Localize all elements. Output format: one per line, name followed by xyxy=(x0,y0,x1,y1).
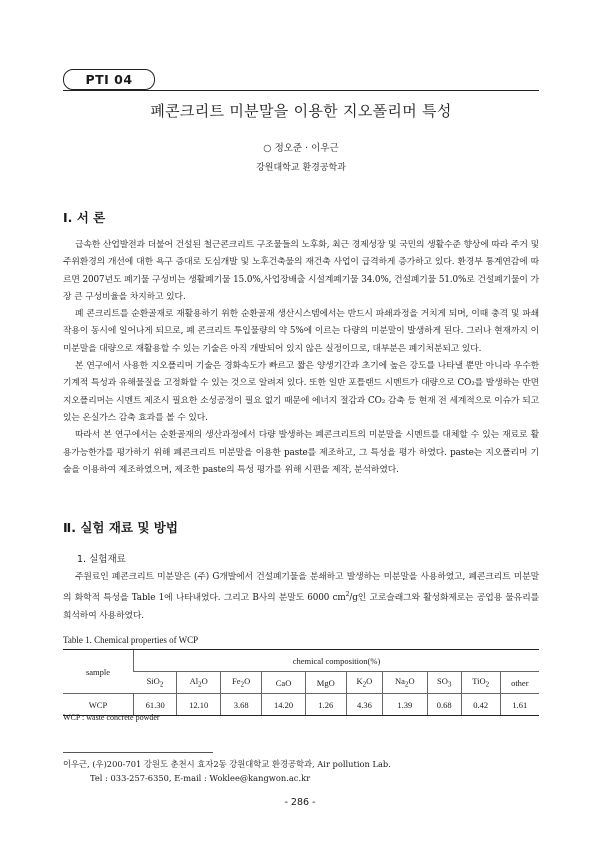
materials-body xyxy=(63,569,539,625)
paper-title: 폐콘크리트 미분말을 이용한 지오폴리머 특성 xyxy=(150,102,452,120)
materials-paragraph xyxy=(63,569,539,625)
header-rule xyxy=(63,90,539,91)
table-cell: 12.10 xyxy=(177,694,220,716)
column-header: $Na_2O$ xyxy=(383,672,428,694)
table-cell: 1.61 xyxy=(500,694,539,716)
table-cell: 4.36 xyxy=(346,694,382,716)
table-note: WCP : waste concrete powder xyxy=(63,713,160,722)
table-caption: Table 1. Chemical properties of WCP xyxy=(63,635,199,645)
materials-text-a: 주원료인 폐콘크리트 미분말은 (주) G개발에서 건설폐기물을 분쇄하고 발생하는 미분말을 사용하였고, 폐콘크리트 미분말의 화학적 특성을 Table 1에 나타내었다. 그리고 B사의 분말도 6000 cm xyxy=(63,572,539,604)
footnote-rule xyxy=(63,752,213,753)
introduction-body xyxy=(63,237,539,479)
footnote-line: 이우근, (우)200-701 강원도 춘천시 효자2동 강원대학교 환경공학과, Air pollution Lab. xyxy=(63,759,391,769)
column-header: MgO xyxy=(305,672,346,694)
section-heading-methods: Ⅱ. 실험 재료 및 방법 xyxy=(63,520,178,535)
table-cell: 3.68 xyxy=(220,694,261,716)
table-cell-sample: WCP xyxy=(63,694,134,716)
column-header: $SO_3$ xyxy=(427,672,461,694)
table-cell: 61.30 xyxy=(134,694,177,716)
table-cell: 0.68 xyxy=(427,694,461,716)
unit-superscript: 2 xyxy=(345,591,350,599)
column-header: $Fe_2O$ xyxy=(220,672,261,694)
column-header: other xyxy=(500,672,539,694)
footnote xyxy=(63,757,391,785)
footnote-line: Tel : 033-257-6350, E-mail : Woklee@kangwon.ac.kr xyxy=(90,773,311,783)
presenter-symbol: ○ xyxy=(263,143,272,154)
column-header: $Al_2O$ xyxy=(177,672,220,694)
affiliation: 강원대학교 환경공학과 xyxy=(256,163,346,173)
column-header: CaO xyxy=(262,672,305,694)
authors xyxy=(63,140,539,154)
table-cell: 0.42 xyxy=(461,694,500,716)
intro-paragraph: 따라서 본 연구에서는 순환골재의 생산과정에서 다량 발생하는 폐콘크리트의 미분말을 시멘트를 대체할 수 있는 재료로 활용가능한가를 평가하기 위해 폐콘크리트 미분말을 이용한 paste를 제조하고, 그 특성을 평가 하였다. paste는 지오폴리머 기술을 이용하여 제조하였으며, 제조한 paste의 특성 평가를 위해 시편을 제작, 분석하였다. xyxy=(63,430,539,475)
subsection-heading-materials: 1. 실험재료 xyxy=(77,554,126,565)
column-header: TiO$_2$ xyxy=(461,672,500,694)
intro-paragraph: 폐 콘크리트를 순환골재로 재활용하기 위한 순환골재 생산시스템에서는 반드시 파쇄과정을 거치게 되며, 이때 충격 및 파쇄작용이 동시에 일어나게 되므로, 폐 콘크리트 투입물량의 약 5%에 이르는 다량의 미분말이 발생하게 된다. 그러나 현재까지 이 미분말을 대량으로 재활용할 수 있는 기술은 아직 개발되어 있지 않은 실정이므로, 대부분은 폐기처분되고 있다. xyxy=(63,309,539,354)
materials-text-b: /g인 고로슬래그와 활성화제로는 공업용 물유리를 희석하여 사용하였다. xyxy=(63,593,539,621)
table-cell: 14.20 xyxy=(262,694,305,716)
author-names: 정오준 · 이우근 xyxy=(274,143,339,154)
table-column-headers xyxy=(63,672,539,694)
intro-paragraph: 급속한 산업발전과 더불어 건설된 철근콘크리트 구조물들의 노후화, 최근 경제성장 및 국민의 생활수준 향상에 따라 주거 및 주위환경의 개선에 대한 욕구 증대로 도심개발 및 노후건축물의 재건축 사업이 급격하게 증가하고 있다. 환경부 통계연감에 따르면 2007년도 폐기물 구성비는 생활폐기물 15.0%,사업장배출 시설계폐기물 34.0%, 건설폐기물 51.0%로 건설폐기물이 가장 큰 구성비율을 차지하고 있다. xyxy=(63,240,539,302)
table-row-header: sample xyxy=(63,650,134,694)
intro-paragraph: 본 연구에서 사용한 지오폴리머 기술은 경화속도가 빠르고 짧은 양생기간과 초기에 높은 강도를 나타낼 뿐만 아니라 우수한 기계적 특성과 유해물질을 고정화할 수 있는 것으로 알려져 있다. 또한 일반 포틀랜드 시멘트가 대량으로 CO₂를 발생하는 반면 지오폴리머는 시멘트 제조시 필요한 소성공정이 필요 없기 때문에 에너지 절감과 CO₂ 감축 등 현재 전 세계적으로 이슈가 되고 있는 온실가스 감축 효과를 볼 수 있다. xyxy=(63,361,539,423)
table-cell: 1.26 xyxy=(305,694,346,716)
column-header: $K_2O$ xyxy=(346,672,382,694)
page-number: - 286 - xyxy=(284,797,316,808)
session-badge: PTI 04 xyxy=(63,69,155,90)
table-cell: 1.39 xyxy=(383,694,428,716)
section-heading-introduction: Ⅰ. 서 론 xyxy=(63,210,106,225)
column-header: SiO$_2$ xyxy=(134,672,177,694)
chemical-properties-table xyxy=(63,649,539,716)
table-group-header: chemical composition(%) xyxy=(134,650,540,672)
